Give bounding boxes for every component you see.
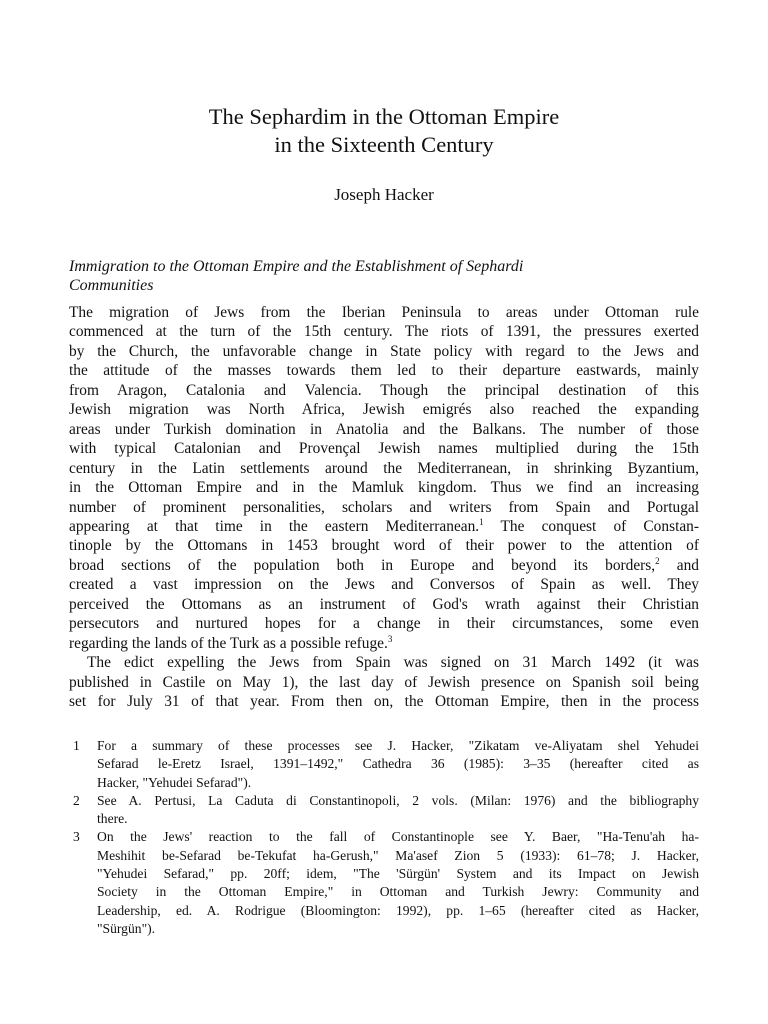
footnote-line: "Yehudei Sefarad," pp. 20ff; idem, "The 'Sürgün' System and its Impact on Jewish — [97, 866, 699, 882]
body-line: persecutors and nurtured hopes for a change in their circumstances, some even — [69, 615, 699, 633]
footnote-line: On the Jews' reaction to the fall of Constantinople see Y. Baer, "Ha-Tenu'ah ha- — [97, 829, 699, 845]
body-line: published in Castile on May 1), the last day of Jewish presence on Spanish soil being — [69, 673, 699, 691]
footnote-3 — [69, 828, 699, 938]
section-heading-line-2: Communities — [69, 277, 154, 294]
footnote-2 — [69, 792, 699, 829]
body-line: by the Church, the unfavorable change in State policy with regard to the Jews and — [69, 342, 699, 360]
body-line: perceived the Ottomans as an instrument of God's wrath against their Christian — [69, 595, 699, 613]
body-line-with-ref — [69, 517, 699, 536]
body-line-segment: The conquest of Constan- — [500, 517, 699, 535]
footnote-line: Hacker, "Yehudei Sefarad"). — [97, 774, 252, 790]
footnote-line: there. — [97, 811, 128, 827]
body-line: tinople by the Ottomans in 1453 brought word of their power to the attention of — [69, 537, 699, 555]
section-heading-line-1: Immigration to the Ottoman Empire and the Establishment of Sephardi — [69, 258, 524, 275]
footnote-line: Society in the Ottoman Empire," in Ottoman and Turkish Jewry: Community and — [97, 884, 699, 900]
body-line-with-ref — [69, 556, 699, 575]
body-line: number of prominent personalities, scholars and writers from Spain and Portugal — [69, 498, 699, 516]
footnote-line: See A. Pertusi, La Caduta di Constantinopoli, 2 vols. (Milan: 1976) and the bibliography — [97, 792, 699, 808]
footnote-ref-2[interactable]: 2 — [655, 555, 660, 566]
footnote-line: Meshihit be-Sefarad be-Tekufat ha-Gerush," Ma'asef Zion 5 (1933): 61–78; J. Hacker, — [97, 847, 699, 863]
footnote-number: 3 — [73, 829, 80, 845]
footnote-line: Leadership, ed. A. Rodrigue (Bloomington: 1992), pp. 1–65 (hereafter cited as Hacker, — [97, 902, 699, 918]
body-line: in the Ottoman Empire and in the Mamluk kingdom. Thus we find an increasing — [69, 479, 699, 497]
footnote-line: For a summary of these processes see J. Hacker, "Zikatam ve-Aliyatam shel Yehudei — [97, 738, 699, 753]
footnote-ref-3[interactable]: 3 — [387, 633, 393, 644]
footnote-number: 2 — [73, 792, 80, 808]
body-line: commenced at the turn of the 15th century. The riots of 1391, the pressures exerted — [69, 323, 699, 341]
footnote-number: 1 — [73, 738, 80, 753]
author-name: Joseph Hacker — [334, 185, 434, 204]
article-title-line-2: in the Sixteenth Century — [274, 132, 494, 157]
body-line: century in the Latin settlements around the Mediterranean, in shrinking Byzantium, — [69, 459, 699, 477]
body-text — [69, 303, 699, 712]
footnote-1 — [69, 737, 699, 792]
body-line: areas under Turkish domination in Anatolia and the Balkans. The number of those — [69, 420, 699, 438]
body-line: from Aragon, Catalonia and Valencia. Though the principal destination of this — [69, 381, 699, 399]
body-line-segment: regarding the lands of the Turk as a possible refuge. — [69, 634, 388, 652]
footnotes — [69, 737, 699, 938]
body-line-segment: broad sections of the population both in Europe and beyond its borders, — [69, 556, 656, 574]
body-line: set for July 31 of that year. From then on, the Ottoman Empire, then in the process — [69, 693, 699, 711]
footnote-line: Sefarad le-Eretz Israel, 1391–1492," Cathedra 36 (1985): 3–35 (hereafter cited as — [97, 756, 699, 772]
body-line: The edict expelling the Jews from Spain was signed on 31 March 1492 (it was — [87, 654, 699, 672]
body-line: Jewish migration was North Africa, Jewish emigrés also reached the expanding — [69, 401, 699, 419]
article-title-line-1: The Sephardim in the Ottoman Empire — [208, 104, 560, 129]
body-line-segment: appearing at that time in the eastern Mediterranean. — [69, 517, 480, 535]
body-line-segment: and — [676, 556, 699, 574]
footnote-line: "Sürgün"). — [97, 920, 156, 936]
body-line: The migration of Jews from the Iberian Peninsula to areas under Ottoman rule — [69, 304, 699, 321]
body-line: created a vast impression on the Jews and Conversos of Spain as well. They — [69, 576, 699, 594]
section-heading — [69, 257, 699, 295]
footnote-ref-1[interactable]: 1 — [479, 516, 484, 527]
body-line: with typical Catalonian and Provençal Jewish names multiplied during the 15th — [69, 440, 699, 458]
body-line-with-ref — [69, 634, 699, 653]
body-line: the attitude of the masses towards them led to their departure eastwards, mainly — [69, 362, 699, 380]
